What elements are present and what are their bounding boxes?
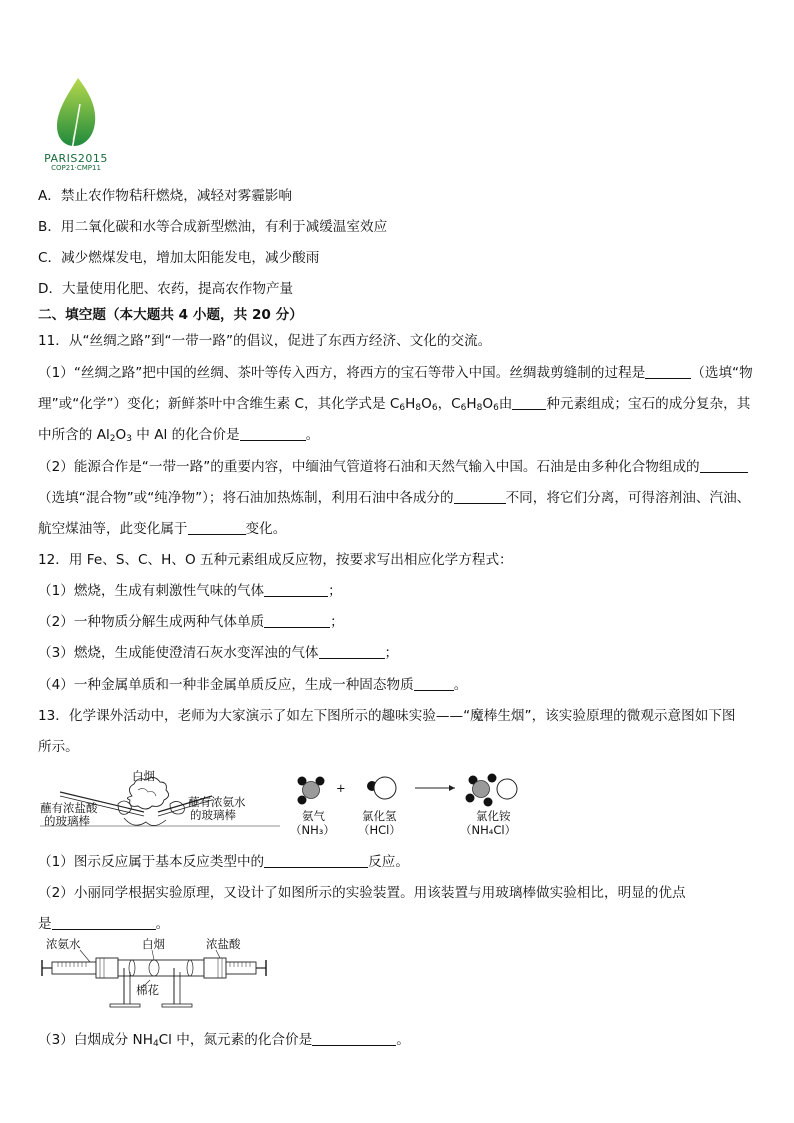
nh4cl-name: 氯化铵 [476,809,511,823]
answer-blank[interactable] [264,582,328,597]
q11-p1-line2 [38,394,756,414]
q13-p3-text-c: 。 [396,1032,410,1048]
q13-stem-line2: 所示。 [38,739,79,755]
answer-blank[interactable] [454,489,506,504]
answer-blank[interactable] [264,853,368,868]
q13-p1 [38,852,756,872]
answer-blank[interactable] [312,1031,396,1046]
q11-p1-line3 [38,425,756,445]
ammonia-label: 浓氨水 [46,937,81,951]
q11-p1-text-d: ，C [437,396,461,412]
option-d: D．大量使用化肥、农药，提高农作物产量 [38,281,294,297]
subscript: 6 [460,403,467,413]
answer-blank[interactable] [52,915,156,930]
option-c: C．减少燃煤发电，增加太阳能发电，减少酸雨 [38,250,320,266]
q13-p2-text-a: 是 [38,916,52,932]
nh4cl-formula: （NH₄Cl） [460,823,517,837]
q11-p2-line1 [38,457,756,477]
smoke-label: 白烟 [132,769,155,783]
right-rod-label-2: 的玻璃棒 [190,808,236,822]
q12-item-end: 。 [453,677,468,693]
q11-p1-text-h: 中 Al 的化合价是 [131,427,240,443]
hcl-molecule [367,777,396,799]
q13-p1-text-a: （1）图示反应属于基本反应类型中的 [38,854,265,870]
q13-p2-line2 [38,914,756,934]
q11-p2-text-a: （2）能源合作是“一带一路”的重要内容，中缅油气管道将石油和天然气输入中国。石油是由多种化合物组成的 [38,459,700,475]
q12-item-3 [38,643,756,663]
right-rod-label-1: 蘸有浓氨水 [188,795,246,809]
q13-p3 [38,1030,756,1050]
answer-blank[interactable] [319,644,385,659]
q12-item-4 [38,675,756,695]
subscript: 8 [415,403,422,413]
q11-p2-line2 [38,488,756,508]
answer-blank[interactable] [264,613,330,628]
q11-p2-line3 [38,519,756,539]
option-b: B．用二氧化碳和水等合成新型燃油，有利于减缓温室效应 [38,219,388,235]
nh4cl-molecule [466,774,518,807]
hcl-name: 氯化氢 [362,809,397,823]
q11-p2-text-d: 航空煤油等，此变化属于 [38,521,188,537]
formula-h: H [405,396,416,412]
subscript: 6 [493,403,499,413]
q12-item-text: （2）一种物质分解生成两种气体单质 [38,614,265,630]
plus-sign: + [336,781,346,795]
q11-p1-text-i: 。 [305,427,320,443]
tube-apparatus-figure [40,938,270,1018]
q11-p1-text-f: 种元素组成；宝石的成分复杂，其 [546,396,751,412]
answer-blank[interactable] [240,426,306,441]
formula-o: O [115,427,127,443]
q11-p1-text-e: 由 [498,396,513,412]
q12-item-2 [38,612,756,632]
q13-p2-text-b: 。 [155,916,170,932]
answer-blank[interactable] [188,520,246,535]
q12-item-end: ； [384,645,399,661]
magic-wand-smoke-figure [40,768,540,848]
q12-item-text: （1）燃烧，生成有刺激性气味的气体 [38,583,265,599]
q12-item-text: （3）燃烧，生成能使澄清石灰水变浑浊的气体 [38,645,319,661]
answer-blank[interactable] [700,458,748,473]
answer-blank[interactable] [414,676,454,691]
paris2015-logo [44,76,108,176]
left-rod-label-1: 蘸有浓盐酸 [40,801,98,815]
q13-p2-line1: （2）小丽同学根据实验原理，又设计了如图所示的实验装置。用该装置与用玻璃棒做实验相比，明显的优点 [38,885,686,901]
option-a: A．禁止农作物秸秆燃烧，减轻对雾霾影响 [38,188,292,204]
formula-o: O [482,396,494,412]
section-title: 二、填空题（本大题共 4 小题，共 20 分） [38,307,303,323]
formula-o: O [421,396,432,412]
hcl-formula: （HCl） [358,823,401,837]
q13-stem-line1: 13．化学课外活动中，老师为大家演示了如左下图所示的趣味实验——“魔棒生烟”，该实验原理的微观示意图如下图 [38,708,736,724]
hydrochloric-acid-label: 浓盐酸 [206,937,241,951]
q11-p2-text-b: （选填“混合物”或“纯净物”）；将石油加热炼制，利用石油中各成分的 [38,490,454,506]
formula-h: H [466,396,477,412]
leaf-icon [44,76,108,154]
subscript: 6 [431,403,438,413]
q11-p1-line1 [38,363,756,383]
q11-p2-text-c: 不同，将它们分离，可得溶剂油、汽油、 [505,490,751,506]
q13-p1-text-b: 反应。 [368,854,409,870]
q11-stem: 11．从“丝绸之路”到“一带一路”的倡议，促进了东西方经济、文化的交流。 [38,333,492,349]
q11-p1-text-b: （选填“物 [691,365,753,381]
left-rod-label-2: 的玻璃棒 [44,814,90,828]
smoke-label-2: 白烟 [142,937,165,951]
logo-title: PARIS2015 [44,152,108,165]
q11-p1-text-c: 理”或“化学”）变化；新鲜茶叶中含维生素 C，其化学式是 C [38,396,400,412]
q12-item-1 [38,581,756,601]
nh3-molecule [298,777,325,805]
q11-p1-text-a: （1）“丝绸之路”把中国的丝绸、茶叶等传入西方，将西方的宝石等带入中国。丝绸裁剪缝制的过程是 [38,365,646,381]
logo-subtitle: COP21·CMP11 [51,164,101,172]
q11-p2-text-e: 变化。 [245,521,287,537]
q12-stem: 12．用 Fe、S、C、H、O 五种元素组成反应物，按要求写出相应化学方程式： [38,552,513,568]
nh3-name: 氨气 [302,809,325,823]
q12-item-text: （4）一种金属单质和一种非金属单质反应，生成一种固态物质 [38,677,414,693]
q13-p3-text-b: Cl 中，氮元素的化合价是 [158,1032,313,1048]
cotton-label: 棉花 [136,983,159,997]
q12-item-end: ； [328,583,342,599]
subscript: 8 [476,403,483,413]
answer-blank[interactable] [645,364,691,379]
q13-p3-text-a: （3）白烟成分 NH [38,1032,153,1048]
subscript: 3 [126,434,132,444]
answer-blank[interactable] [512,395,546,410]
q12-item-end: ； [330,614,344,630]
q11-p1-text-g: 中所含的 Al [38,427,110,443]
subscript: 6 [399,403,406,413]
nh3-formula: （NH₃） [290,823,335,837]
subscript: 4 [152,1039,159,1049]
subscript: 2 [109,434,116,444]
